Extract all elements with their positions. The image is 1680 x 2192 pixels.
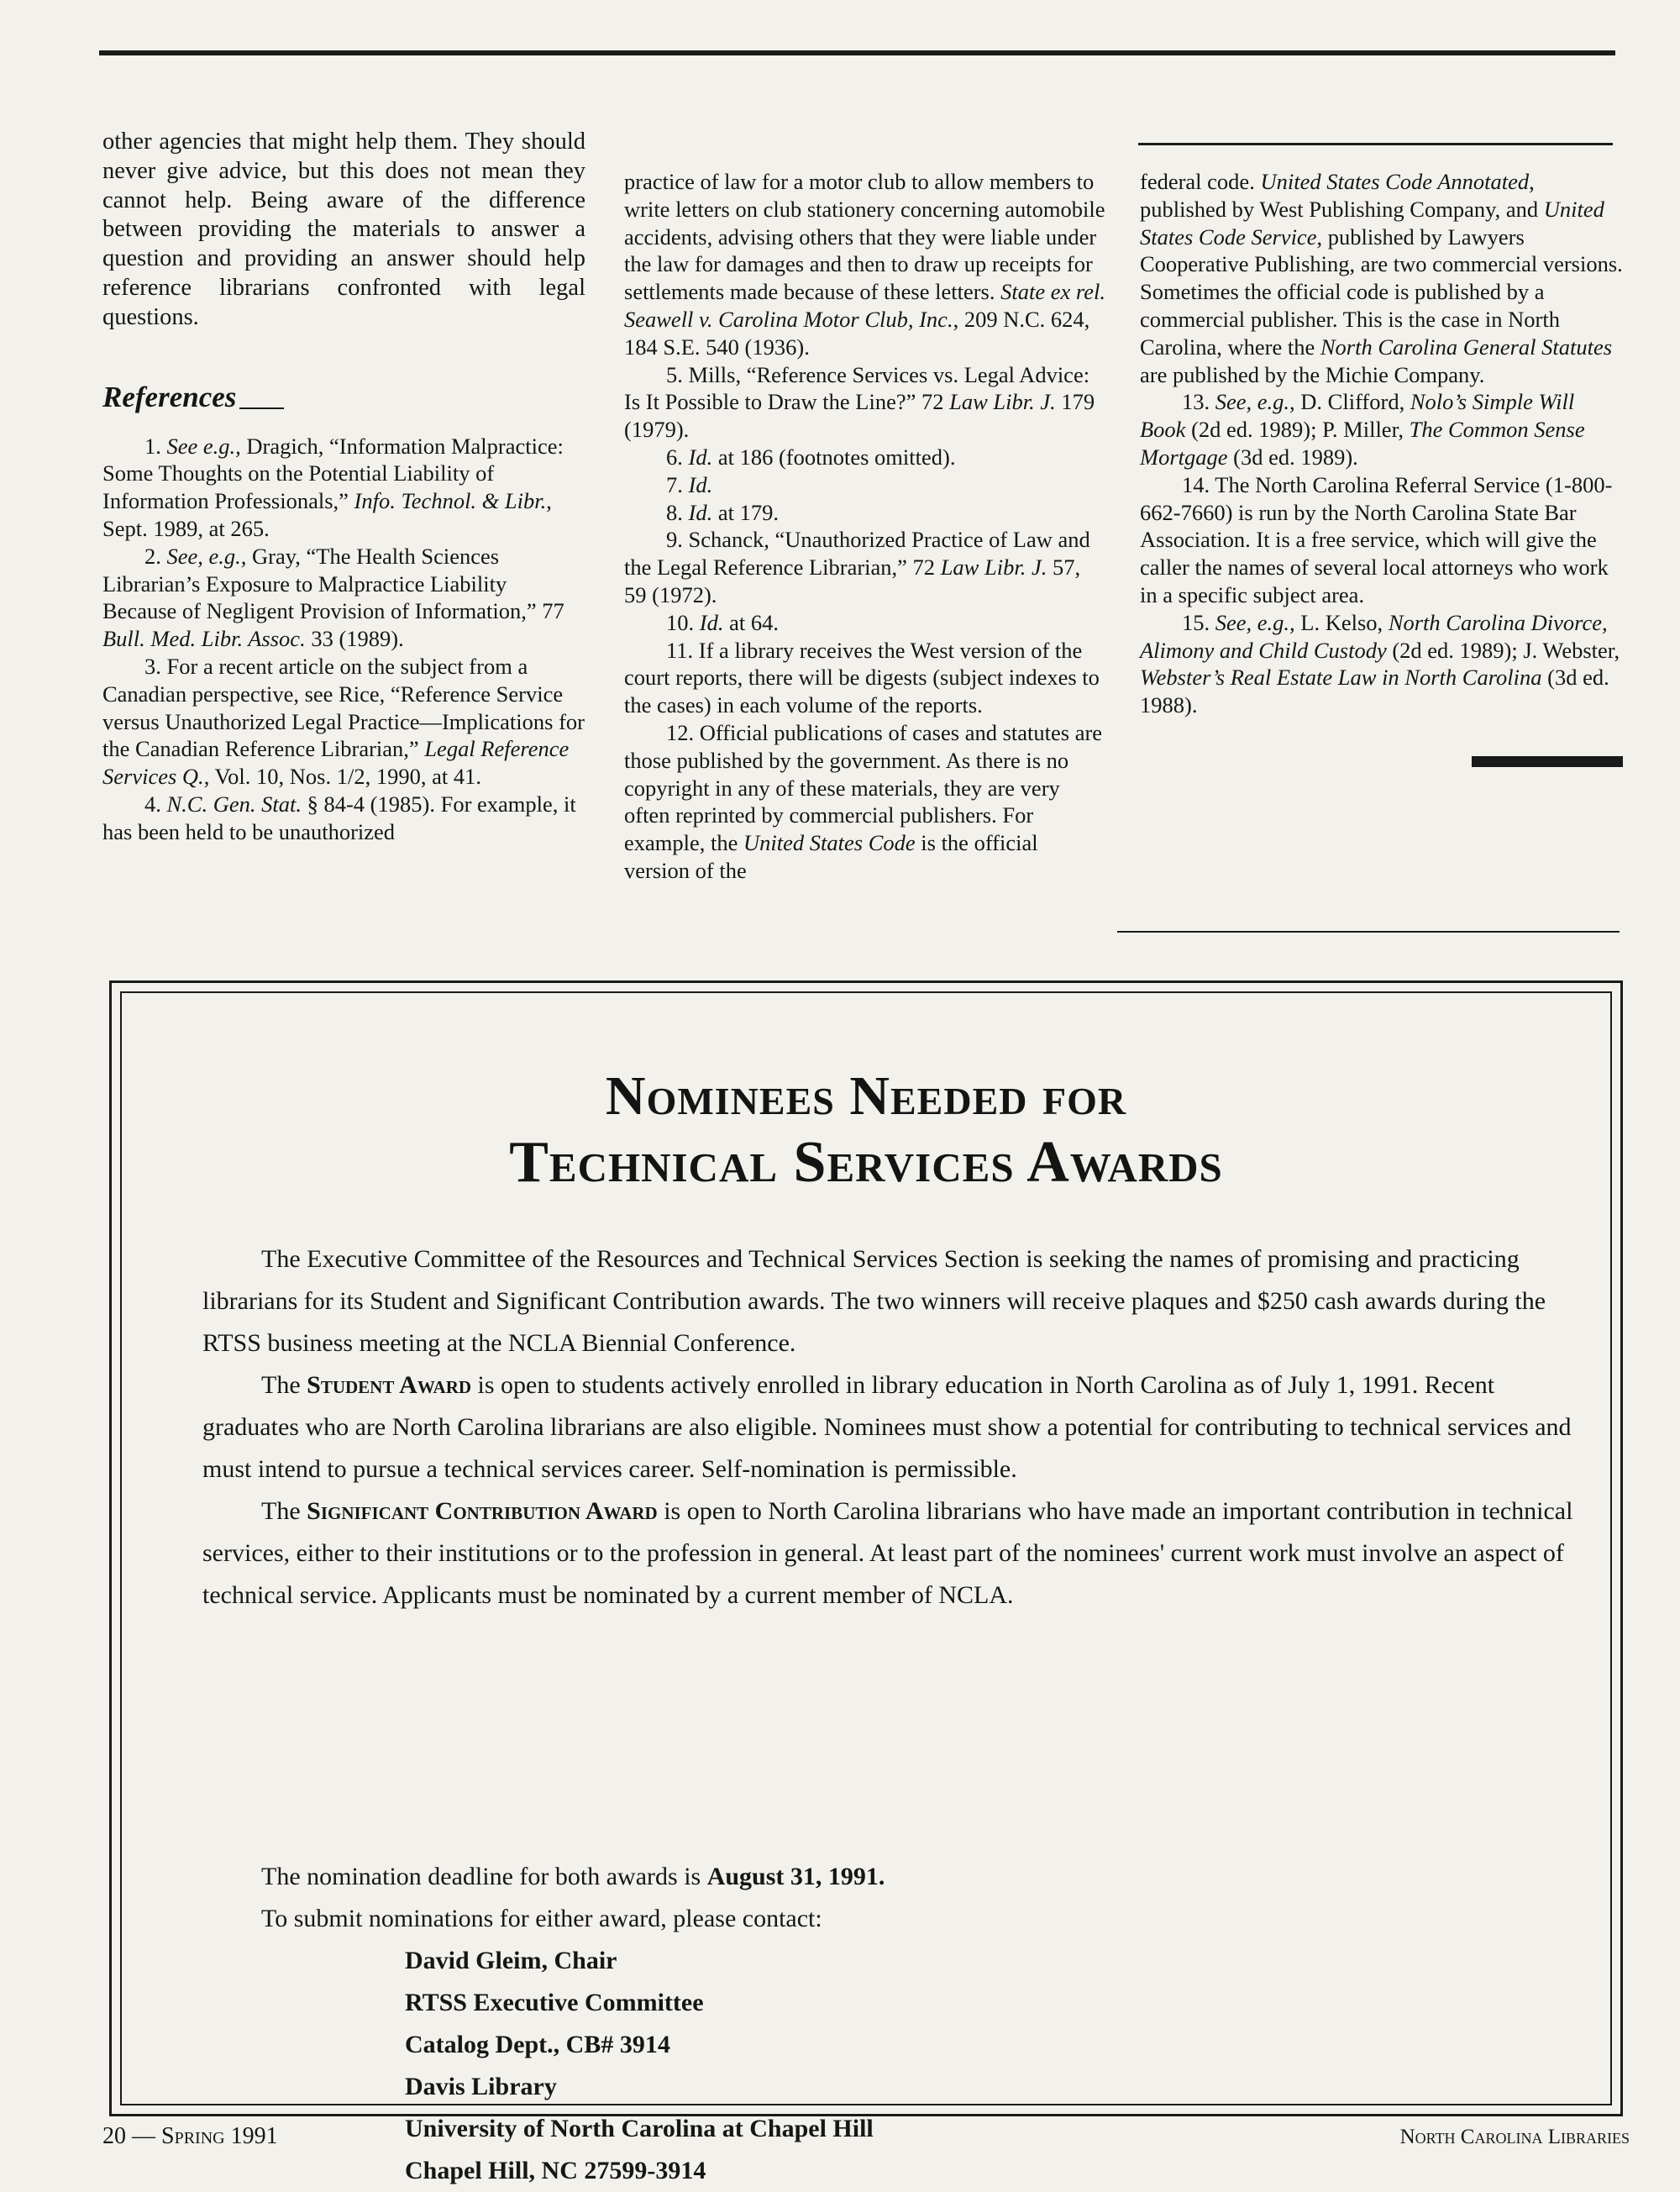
reference-5: 5. Mills, “Reference Services vs. Legal Advice: Is It Possible to Draw the Line?” 72 Law Libr. J. 179 (1979). (624, 361, 1095, 443)
announcement-intro: The Executive Committee of the Resources and Technical Services Section is seeking the names of promising and practicing librarians for its Student and Significant Contribution awards. The two winners will receive plaques and $250 cash awards during the RTSS business meeting at the NCLA Biennial Conference. (202, 1245, 1546, 1357)
column-left (102, 128, 585, 846)
footer-page-info: 20 — Spring 1991 (102, 2123, 278, 2149)
end-bar (1472, 756, 1623, 767)
lead-paragraph: other agencies that might help them. They should never give advice, but this does not mean they cannot help. Being aware of the difference between providing the materials to answer a question and providing an answer should help reference librarians confronted with legal questions. (102, 129, 585, 330)
reference-3: 3. For a recent article on the subject from a Canadian perspective, see Rice, “Reference Service versus Unauthorized Legal Practice—Implications for the Canadian Reference Librarian,” Legal Reference Services Q., Vol. 10, Nos. 1/2, 1990, at 41. (102, 653, 585, 790)
top-rule (99, 50, 1615, 55)
reference-4-continued: practice of law for a motor club to allow members to write letters on club stationery concerning automobile accidents, advising others that they were liable under the law for damages and then to draw up receipts for settlements made because of these letters. State ex rel. Seawell v. Carolina Motor Club, Inc., 209 N.C. 624, 184 S.E. 540 (1936). (624, 169, 1105, 360)
contact-line: RTSS Executive Committee (405, 1989, 704, 2016)
reference-13: 13. See, e.g., D. Clifford, Nolo’s Simple Will Book (2d ed. 1989); P. Miller, The Common Sense Mortgage (3d ed. 1989). (1140, 389, 1585, 470)
significant-award-paragraph: The Significant Contribution Award is open to North Carolina librarians who have made an important contribution in technical services, either to their institutions or to the profession in general. At least part of the nominees' current work must involve an aspect of technical service. Applicants must be nominated by a current member of NCLA. (202, 1497, 1573, 1609)
footer-journal-name: North Carolina Libraries (1399, 2126, 1630, 2148)
contact-line: Catalog Dept., CB# 3914 (405, 2031, 670, 2058)
reference-1: 1. See e.g., Dragich, “Information Malpractice: Some Thoughts on the Potential Liability of Information Professionals,” Info. Technol. & Libr., Sept. 1989, at 265. (102, 433, 564, 541)
contact-line: Davis Library (405, 2073, 557, 2100)
reference-7: 7. Id. (666, 471, 713, 497)
reference-12: 12. Official publications of cases and statutes are those published by the government. As there is no copyright in any of these materials, they are very often reprinted by commercial publishers. For example, the United States Code is the official version of the (624, 719, 1103, 883)
column-middle (624, 168, 1107, 885)
contact-line: University of North Carolina at Chapel Hill (405, 2115, 874, 2142)
column-rule (1138, 143, 1613, 145)
reference-2: 2. See, e.g., Gray, “The Health Sciences Librarian’s Exposure to Malpractice Liability Because of Negligent Provision of Information,” 77 Bull. Med. Libr. Assoc. 33 (1989). (102, 543, 564, 652)
reference-4: 4. N.C. Gen. Stat. § 84-4 (1985). For example, it has been held to be unauthorized (102, 791, 576, 844)
issue-label: Spring 1991 (161, 2123, 278, 2149)
announcement-title-line-1: Nominees Needed for (605, 1065, 1127, 1127)
reference-6: 6. Id. at 186 (footnotes omitted). (666, 444, 956, 470)
deadline-line: The nomination deadline for both awards is August 31, 1991. (261, 1863, 885, 1890)
student-award-paragraph: The Student Award is open to students actively enrolled in library education in North Carolina as of July 1, 1991. Recent graduates who are North Carolina librarians are also eligible. Nominees must show a potential for contributing to technical services and must intend to pursue a technical services career. Self-nomination is permissible. (202, 1371, 1572, 1483)
reference-15: 15. See, e.g., L. Kelso, North Carolina Divorce, Alimony and Child Custody (2d ed. 1989); J. Webster, Webster’s Real Estate Law in North Carolina (3d ed. 1988). (1140, 609, 1620, 718)
section-rule (1117, 931, 1620, 933)
reference-8: 8. Id. at 179. (666, 499, 779, 525)
submit-line: To submit nominations for either award, please contact: (261, 1905, 822, 1932)
reference-9: 9. Schanck, “Unauthorized Practice of Law and the Legal Reference Librarian,” 72 Law Libr. J. 57, 59 (1972). (624, 527, 1090, 607)
announcement-body (202, 1238, 1580, 1616)
reference-12-continued: federal code. United States Code Annotated, published by West Publishing Company, and United States Code Service, published by Lawyers Cooperative Publishing, are two commercial versions. Sometimes the official code is published by a commercial publisher. This is the case in North Carolina, where the North Carolina General Statutes are published by the Michie Company. (1140, 169, 1623, 387)
references-heading: References (102, 381, 585, 414)
contact-line: Chapel Hill, NC 27599-3914 (405, 2157, 706, 2184)
deadline-block (261, 1856, 1639, 1940)
contact-block (405, 1940, 874, 2192)
reference-10: 10. Id. at 64. (666, 609, 779, 635)
column-right (1140, 168, 1623, 719)
announcement-title-line-2: Technical Services Awards (509, 1130, 1223, 1195)
reference-11: 11. If a library receives the West version of the court reports, there will be digests (subject indexes to the cases) in each volume of the reports. (624, 637, 1100, 718)
reference-14: 14. The North Carolina Referral Service (1-800-662-7660) is run by the North Carolina State Bar Association. It is a free service, which will give the caller the names of several local attorneys who work in a specific subject area. (1140, 471, 1613, 607)
page-number: 20 (102, 2123, 126, 2149)
contact-line: David Gleim, Chair (405, 1947, 617, 1974)
